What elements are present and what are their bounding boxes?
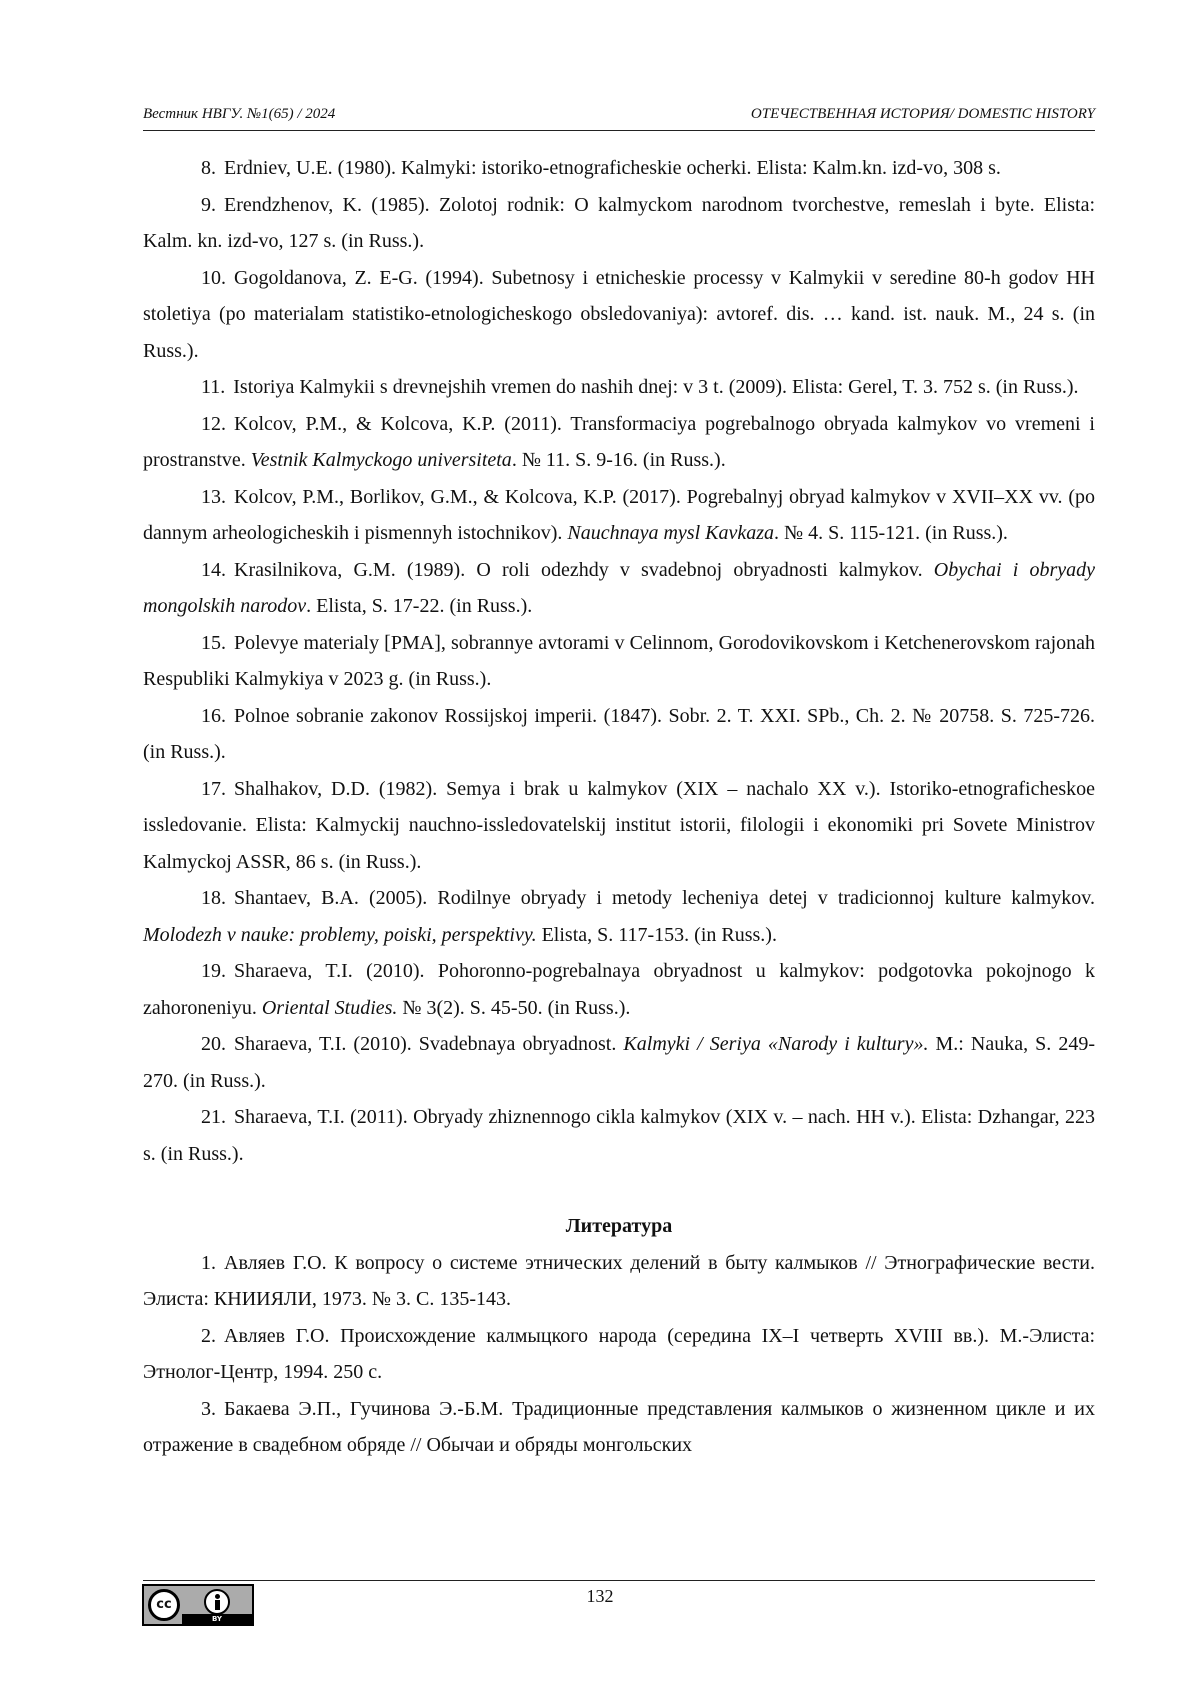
reference-text: Erdniev, U.E. (1980). Kalmyki: istoriko-etnograficheskie ocherki. Elista: Kalm.kn. izd-vo, 308 s.	[224, 157, 1001, 179]
reference-text: Kolcov, P.M., & Kolcova, K.P. (2011). Transformaciya pogrebalnogo obryada kalmykov vo vremeni i prostranstve.	[143, 412, 1095, 471]
reference-number: 18.	[201, 887, 226, 909]
reference-number: 8.	[201, 157, 216, 179]
reference-entry	[143, 406, 1095, 479]
reference-entry	[143, 260, 1095, 370]
reference-entry	[143, 1026, 1095, 1099]
running-header	[143, 104, 1095, 131]
reference-number: 13.	[201, 485, 226, 508]
reference-entry	[143, 479, 1095, 552]
reference-number: 19.	[201, 960, 226, 982]
reference-text: Shalhakov, D.D. (1982). Semya i brak u kalmykov (XIX – nachalo XX v.). Istoriko-etnograficheskoe issledovanie. Elista: Kalmyckij nauchno-issledovatelskij institut istorii, filologii i ekonomiki pri Sovete Ministrov Kalmyckoj ASSR, 86 s. (in Russ.).	[143, 777, 1095, 873]
reference-number: 20.	[201, 1033, 226, 1055]
reference-entry	[143, 771, 1095, 881]
reference-number: 1.	[201, 1251, 216, 1274]
reference-number: 14.	[201, 558, 226, 581]
reference-entry	[143, 625, 1095, 698]
reference-number: 2.	[201, 1324, 216, 1347]
reference-text: Shantaev, B.A. (2005). Rodilnye obryady i metody lecheniya detej v tradicionnoj kulture kalmykov.	[234, 887, 1095, 909]
reference-number: 21.	[201, 1106, 226, 1128]
reference-text: Elista, S. 117-153. (in Russ.).	[536, 923, 777, 946]
reference-text: Sharaeva, T.I. (2010). Pohoronno-pogrebalnaya obryadnost u kalmykov: podgotovka pokojnogo k zahoroneniyu.	[143, 960, 1095, 1019]
reference-entry	[143, 953, 1095, 1026]
reference-number: 9.	[201, 193, 216, 216]
reference-text: Sharaeva, T.I. (2011). Obryady zhiznennogo cikla kalmykov (XIX v. – nach. HH v.). Elista: Dzhangar, 223 s. (in Russ.).	[143, 1106, 1095, 1165]
reference-number: 11.	[201, 376, 226, 398]
by-label: BY	[182, 1614, 252, 1624]
reference-entry	[143, 187, 1095, 260]
reference-entry	[143, 1245, 1095, 1318]
literature-list	[143, 1245, 1095, 1464]
reference-entry	[143, 1318, 1095, 1391]
reference-number: 12.	[201, 412, 226, 435]
reference-text: Gogoldanova, Z. E-G. (1994). Subetnosy i etnicheskie processy v Kalmykii v seredine 80-h godov HH stoletiya (po materialam statistiko-etnologicheskogo obsledovaniya): avtoref. dis. … kand. ist. nauk. M., 24 s. (in Russ.).	[143, 266, 1095, 362]
reference-entry	[143, 880, 1095, 953]
reference-text: Авляев Г.О. Происхождение калмыцкого народа (середина IX–I четверть XVIII вв.). М.-Элиста: Этнолог-Центр, 1994. 250 с.	[143, 1324, 1095, 1383]
reference-entry	[143, 552, 1095, 625]
reference-text: Sharaeva, T.I. (2010). Svadebnaya obryadnost.	[234, 1033, 624, 1055]
reference-source-title: Obychai i obryady mongolskih narodov	[143, 558, 1095, 617]
reference-source-title: Nauchnaya mysl Kavkaza	[567, 522, 775, 544]
reference-entry	[143, 698, 1095, 771]
reference-text: . № 11. S. 9-16. (in Russ.).	[511, 449, 726, 471]
reference-entry	[143, 1391, 1095, 1464]
reference-text: Polnoe sobranie zakonov Rossijskoj imperii. (1847). Sobr. 2. T. XXI. SPb., Ch. 2. № 20758. S. 725-726. (in Russ.).	[143, 704, 1095, 763]
reference-text: Erendzhenov, K. (1985). Zolotoj rodnik: O kalmyckom narodnom tvorchestve, remeslah i byte. Elista: Kalm. kn. izd-vo, 127 s. (in Russ.).	[143, 193, 1095, 252]
reference-entry	[143, 150, 1095, 187]
footer-rule	[143, 1580, 1095, 1581]
cc-icon: cc	[148, 1589, 180, 1621]
reference-text: Авляев Г.О. К вопросу о системе этнических делений в быту калмыков // Этнографические вести. Элиста: КНИИЯЛИ, 1973. № 3. С. 135-143.	[143, 1251, 1095, 1310]
reference-entry	[143, 369, 1095, 406]
reference-number: 16.	[201, 704, 226, 727]
page-body	[143, 150, 1095, 1464]
reference-number: 10.	[201, 266, 226, 289]
reference-text: Polevye materialy [PMA], sobrannye avtorami v Celinnom, Gorodovikovskom i Ketchenerovskom rajonah Respubliki Kalmykiya v 2023 g. (in Russ.).	[143, 631, 1095, 690]
reference-list	[143, 150, 1095, 1172]
literature-heading: Литература	[565, 1215, 673, 1237]
reference-number: 3.	[201, 1397, 216, 1420]
reference-source-title: Oriental Studies.	[261, 996, 398, 1019]
reference-text: . Elista, S. 17-22. (in Russ.).	[306, 595, 533, 617]
reference-text: № 3(2). S. 45-50. (in Russ.).	[397, 996, 631, 1019]
reference-text: M.: Nauka, S. 249-270. (in Russ.).	[143, 1033, 1096, 1092]
reference-text: Бакаева Э.П., Гучинова Э.-Б.М. Традиционные представления калмыков о жизненном цикле и их отражение в свадебном обряде // Обычаи и обряды монгольских	[143, 1397, 1095, 1456]
reference-text: Kolcov, P.M., Borlikov, G.M., & Kolcova, K.P. (2017). Pogrebalnyj obryad kalmykov v XVII–XX vv. (po dannym arheologicheskih i pismennyh istochnikov).	[143, 485, 1095, 544]
journal-title: Вестник НВГУ. №1(65) / 2024	[143, 106, 336, 122]
reference-entry	[143, 1099, 1095, 1172]
reference-text: Istoriya Kalmykii s drevnejshih vremen do nashih dnej: v 3 t. (2009). Elista: Gerel, T. 3. 752 s. (in Russ.).	[233, 376, 1079, 398]
section-title-header: ОТЕЧЕСТВЕННАЯ ИСТОРИЯ/ DOMESTIC HISTORY	[750, 106, 1095, 122]
reference-source-title: Molodezh v nauke: problemy, poiski, perspektivy.	[143, 923, 537, 946]
reference-number: 15.	[201, 631, 226, 654]
reference-text: . № 4. S. 115-121. (in Russ.).	[774, 522, 1008, 544]
reference-source-title: Vestnik Kalmyckogo universiteta	[250, 449, 512, 471]
reference-source-title: Kalmyki / Seriya «Narody i kultury».	[623, 1033, 929, 1055]
reference-number: 17.	[201, 777, 226, 800]
reference-text: Krasilnikova, G.M. (1989). O roli odezhdy v svadebnoj obryadnosti kalmykov.	[234, 558, 934, 581]
page-number: 132	[586, 1586, 614, 1606]
